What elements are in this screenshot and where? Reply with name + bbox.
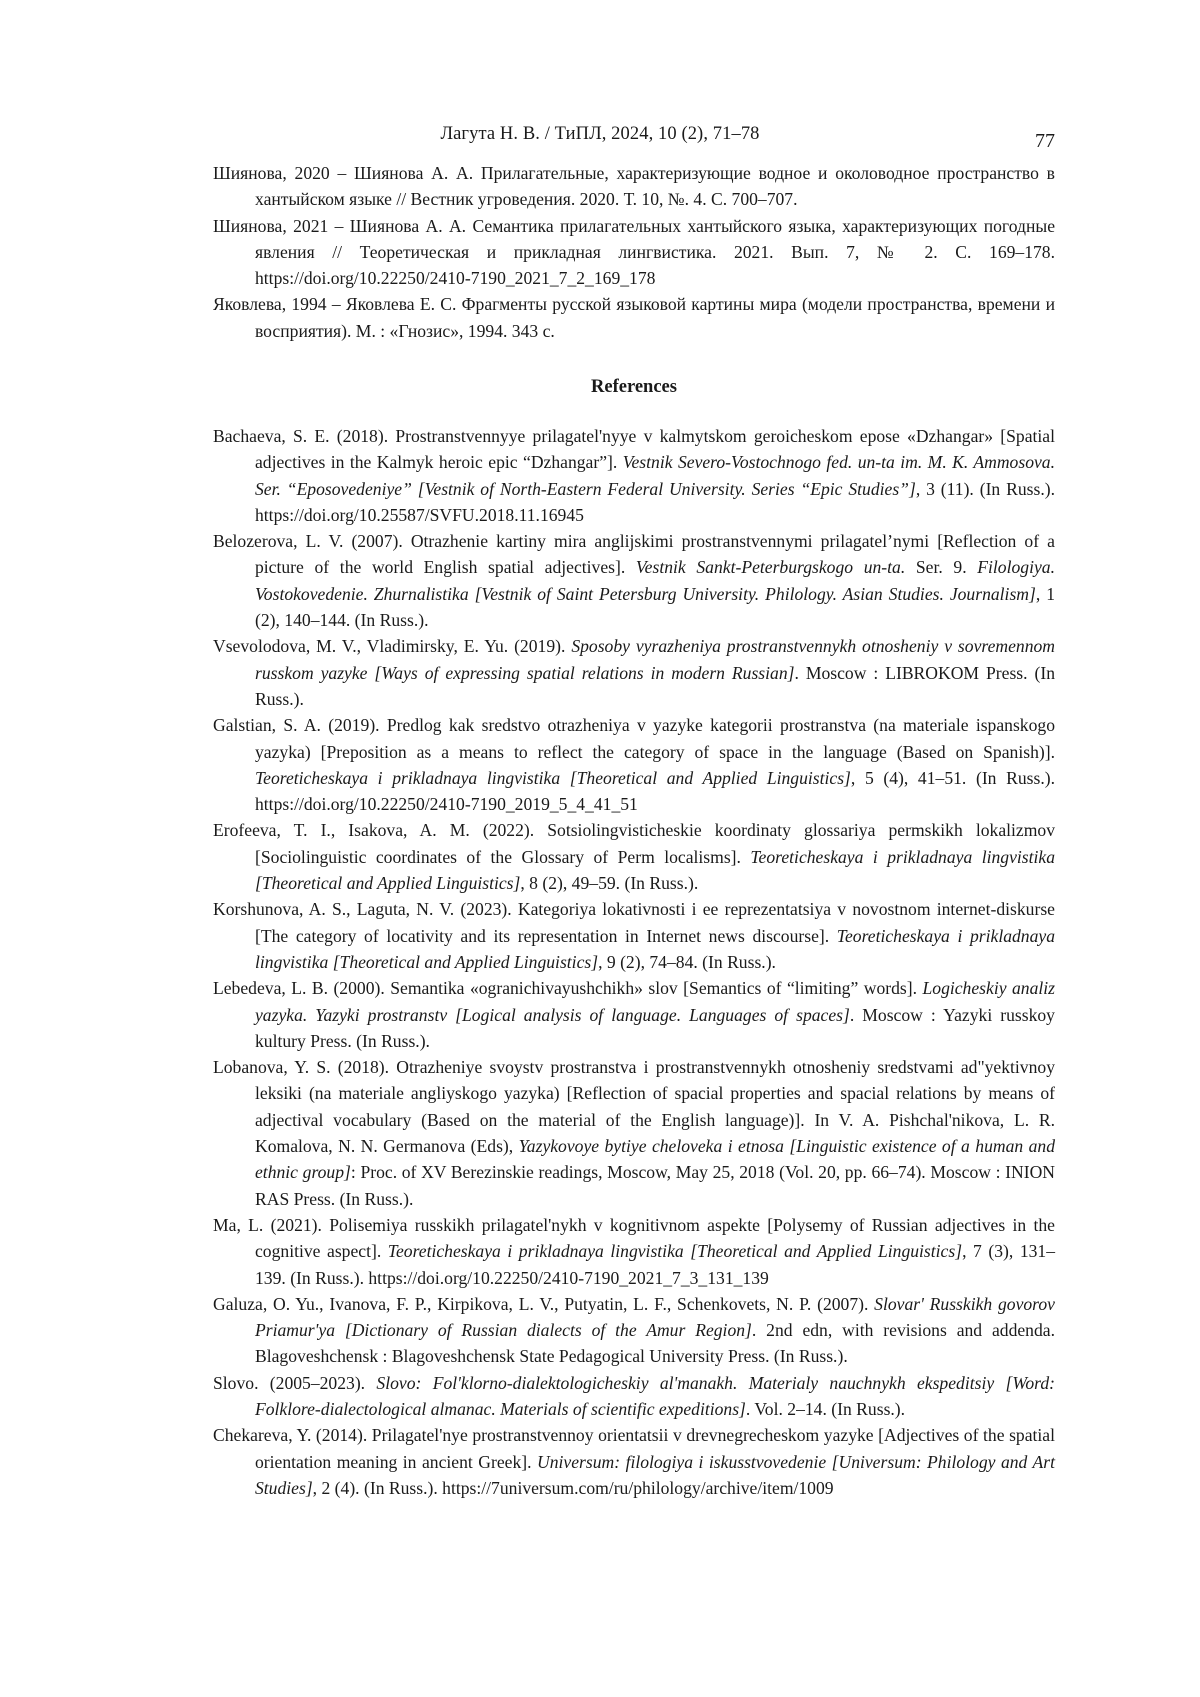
reference-entry: Korshunova, A. S., Laguta, N. V. (2023). Kategoriya lokativnosti i ee reprezentatsiya v novostnom internet-diskurse [The category of locativity and its representation in Internet news discourse]. Teoreticheskaya i prikladnaya lingvistika [Theoretical and Applied Linguistics], 9 (2), 74–84. (In Russ.). bbox=[213, 899, 1056, 972]
reference-entry: Belozerova, L. V. (2007). Otrazhenie kartiny mira anglijskimi prostranstvennymi prilagatel’nymi [Reflection of a picture of the world English spatial adjectives]. Vestnik Sankt-Peterburgskogo un-ta. Ser. 9. Filologiya. Vostokovedenie. Zhurnalistika [Vestnik of Saint Petersburg University. Philology. Asian Studies. Journalism], 1 (2), 140–144. (In Russ.). bbox=[213, 531, 1056, 631]
references-heading: References bbox=[591, 377, 677, 397]
reference-entry: Slovo. (2005–2023). Slovo: Fol'klorno-dialektologicheskiy al'manakh. Materialy nauchnykh ekspeditsiy [Word: Folklore-dialectological almanac. Materials of scientific expeditions]. Vol. 2–14. (In Russ.). bbox=[213, 1372, 1056, 1419]
reference-entry: Шиянова, 2021 – Шиянова А. А. Семантика прилагательных хантыйского языка, характеризующих погодные явления // Теоретическая и прикладная лингвистика. 2021. Вып. 7, № 2. С. 169–178. https://doi.org/10.22250/2410-7190_2021_7_2_169_178 bbox=[213, 215, 1055, 289]
page-header bbox=[0, 120, 1200, 150]
references-list bbox=[213, 423, 1055, 1501]
reference-entry: Lebedeva, L. B. (2000). Semantika «ogranichivayushchikh» slov [Semantics of “limiting” words]. Logicheskiy analiz yazyka. Yazyki prostranstv [Logical analysis of language. Languages of spaces]. Moscow : Yazyki russkoy kultury Press. (In Russ.). bbox=[213, 978, 1055, 1051]
reference-entry: Ma, L. (2021). Polisemiya russkikh prilagatel'nykh v kognitivnom aspekte [Polysemy of Russian adjectives in the cognitive aspect]. Teoreticheskaya i prikladnaya lingvistika [Theoretical and Applied Linguistics], 7 (3), 131–139. (In Russ.). https://doi.org/10.22250/2410-7190_2021_7_3_131_139 bbox=[213, 1214, 1056, 1288]
reference-entry: Шиянова, 2020 – Шиянова А. А. Прилагательные, характеризующие водное и околоводное пространство в хантыйском языке // Вестник угроведения. 2020. Т. 10, №. 4. С. 700–707. bbox=[213, 163, 1055, 210]
reference-entry: Vsevolodova, M. V., Vladimirsky, E. Yu. (2019). Sposoby vyrazheniya prostranstvennykh otnosheniy v sovremennom russkom yazyke [Ways of expressing spatial relations in modern Russian]. Moscow : LIBROKOM Press. (In Russ.). bbox=[213, 636, 1055, 709]
reference-entry: Chekareva, Y. (2014). Prilagatel'nye prostranstvennoy orientatsii v drevnegrecheskom yazyke [Adjectives of the spatial orientation meaning in ancient Greek]. Universum: filologiya i iskusstvovedenie [Universum: Philology and Art Studies], 2 (4). (In Russ.). https://7universum.com/ru/philology/archive/item/1009 bbox=[213, 1425, 1056, 1498]
reference-entry: Lobanova, Y. S. (2018). Otrazheniye svoystv prostranstva i prostranstvennykh otnosheniy sredstvami ad"yektivnoy leksiki (na materiale angliyskogo yazyka) [Reflection of spacial properties and spacial relations by means of adjectival vocabulary (Based on the material of the English language)]. In V. A. Pishchal'nikova, L. R. Komalova, N. N. Germanova (Eds), Yazykovoye bytiye cheloveka i etnosa [Linguistic existence of a human and ethnic group]: Proc. of XV Berezinskie readings, Moscow, May 25, 2018 (Vol. 20, pp. 66–74). Moscow : INION RAS Press. (In Russ.). bbox=[213, 1057, 1055, 1209]
reference-entry: Bachaeva, S. E. (2018). Prostranstvennyye prilagatel'nyye v kalmytskom geroicheskom epose «Dzhangar» [Spatial adjectives in the Kalmyk heroic epic “Dzhangar”]. Vestnik Severo-Vostochnogo fed. un-ta im. M. K. Ammosova. Ser. “Eposovedeniye” [Vestnik of North-Eastern Federal University. Series “Epic Studies”], 3 (11). (In Russ.). https://doi.org/10.25587/SVFU.2018.11.16945 bbox=[213, 426, 1055, 525]
running-title: Лагута Н. В. / ТиПЛ, 2024, 10 (2), 71–78 bbox=[440, 124, 760, 144]
reference-entry: Erofeeva, T. I., Isakova, A. M. (2022). Sotsiolingvisticheskie koordinaty glossariya permskikh lokalizmov [Sociolinguistic coordinates of the Glossary of Perm localisms]. Teoreticheskaya i prikladnaya lingvistika [Theoretical and Applied Linguistics], 8 (2), 49–59. (In Russ.). bbox=[213, 820, 1055, 894]
page-number: 77 bbox=[1035, 130, 1055, 152]
russian-reference-list bbox=[213, 160, 1055, 344]
reference-entry: Galstian, S. A. (2019). Predlog kak sredstvo otrazheniya v yazyke kategorii prostranstva (na materiale ispanskogo yazyka) [Preposition as a means to reflect the category of space in the language (Based on Spanish)]. Teoreticheskaya i prikladnaya lingvistika [Theoretical and Applied Linguistics], 5 (4), 41–51. (In Russ.). https://doi.org/10.22250/2410-7190_2019_5_4_41_51 bbox=[213, 715, 1055, 815]
reference-entry: Яковлева, 1994 – Яковлева Е. С. Фрагменты русской языковой картины мира (модели пространства, времени и восприятия). М. : «Гнозис», 1994. 343 с. bbox=[213, 294, 1055, 341]
reference-entry: Galuza, O. Yu., Ivanova, F. P., Kirpikova, L. V., Putyatin, L. F., Schenkovets, N. P. (2007). Slovar' Russkikh govorov Priamur'ya [Dictionary of Russian dialects of the Amur Region]. 2nd edn, with revisions and addenda. Blagoveshchensk : Blagoveshchensk State Pedagogical University Press. (In Russ.). bbox=[213, 1293, 1055, 1367]
